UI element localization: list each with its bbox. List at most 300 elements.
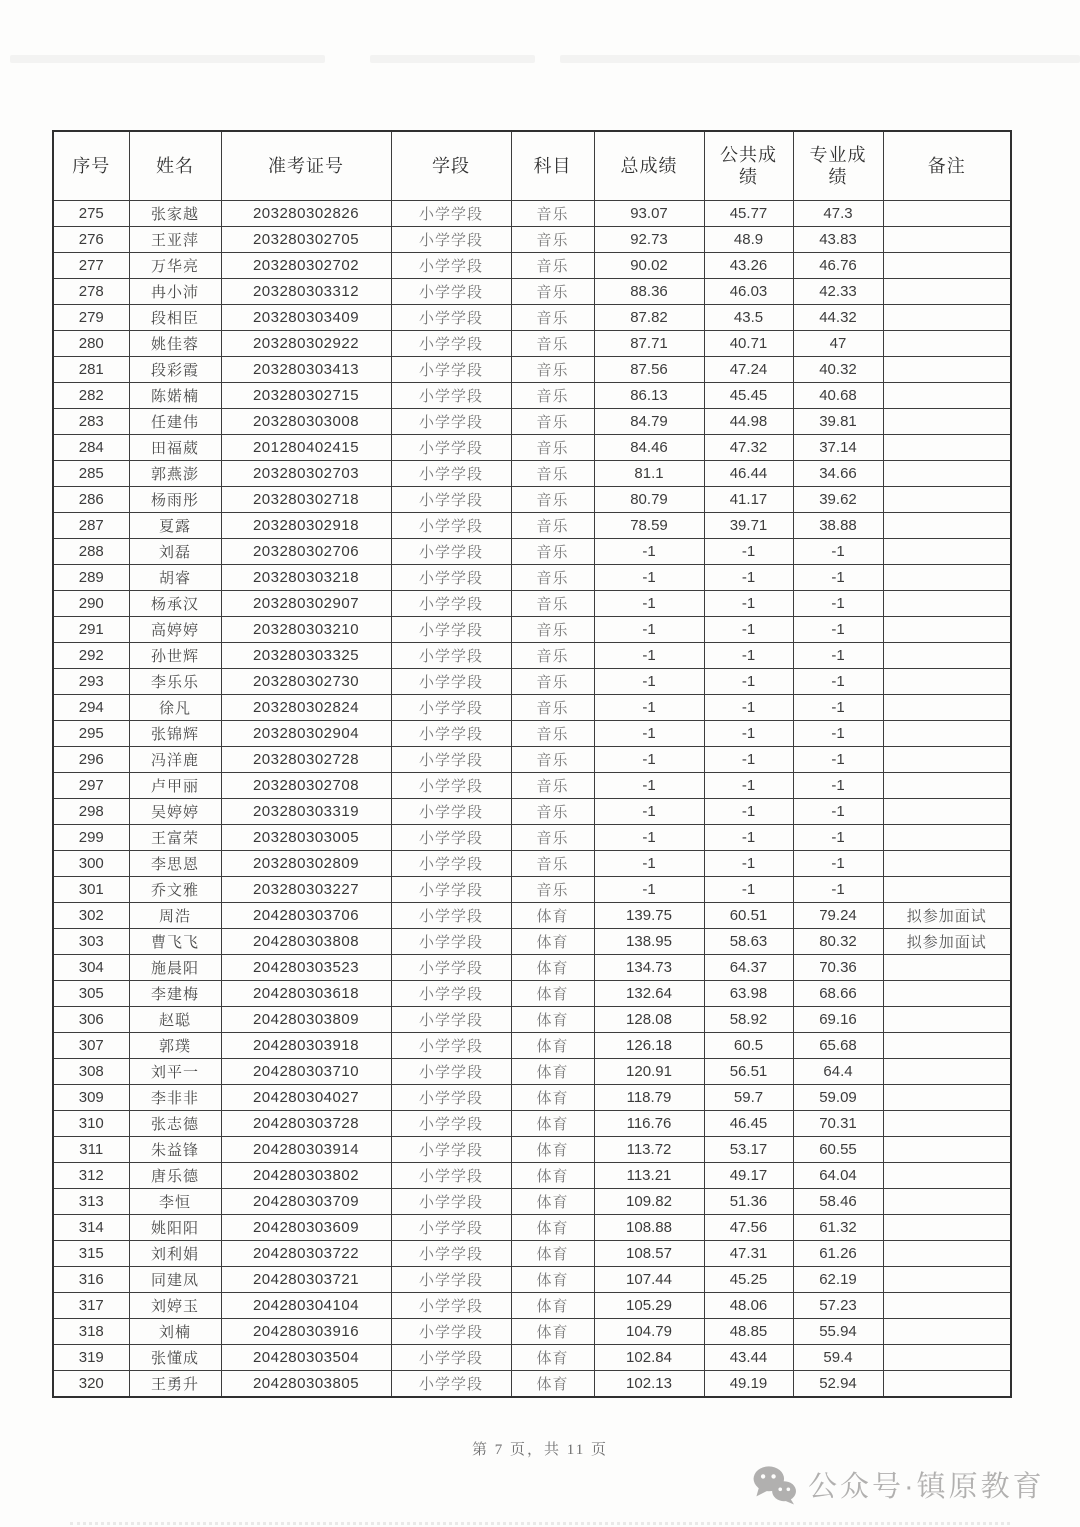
cell-remark — [883, 643, 1011, 669]
table-row — [53, 825, 1011, 851]
cell-public_score: 64.37 — [704, 955, 793, 981]
cell-subject: 体育 — [511, 1371, 594, 1397]
table-row — [53, 1163, 1011, 1189]
cell-remark — [883, 1085, 1011, 1111]
table-row — [53, 487, 1011, 513]
table-row — [53, 695, 1011, 721]
cell-subject: 音乐 — [511, 695, 594, 721]
cell-public_score: -1 — [704, 773, 793, 799]
col-header-public-score: 公共成绩 — [704, 131, 793, 201]
cell-exam_id: 203280302824 — [221, 695, 391, 721]
table-row — [53, 1293, 1011, 1319]
cell-name: 施晨阳 — [129, 955, 221, 981]
cell-subject: 音乐 — [511, 409, 594, 435]
cell-name: 刘婷玉 — [129, 1293, 221, 1319]
cell-total_score: 108.57 — [594, 1241, 704, 1267]
cell-serial: 277 — [53, 253, 129, 279]
cell-major_score: -1 — [793, 773, 883, 799]
cell-exam_id: 204280303706 — [221, 903, 391, 929]
cell-public_score: 40.71 — [704, 331, 793, 357]
cell-exam_id: 203280302918 — [221, 513, 391, 539]
col-header-exam-id: 准考证号 — [221, 131, 391, 201]
cell-total_score: 132.64 — [594, 981, 704, 1007]
watermark-label: 公众号·镇原教育 — [808, 1471, 1045, 1503]
cell-public_score: 46.44 — [704, 461, 793, 487]
cell-total_score: 78.59 — [594, 513, 704, 539]
cell-remark — [883, 1319, 1011, 1345]
cell-public_score: 46.45 — [704, 1111, 793, 1137]
cell-serial: 276 — [53, 227, 129, 253]
cell-name: 徐凡 — [129, 695, 221, 721]
cell-total_score: 107.44 — [594, 1267, 704, 1293]
cell-major_score: 64.4 — [793, 1059, 883, 1085]
cell-name: 王勇升 — [129, 1371, 221, 1397]
table-row — [53, 435, 1011, 461]
cell-total_score: -1 — [594, 799, 704, 825]
cell-major_score: 70.36 — [793, 955, 883, 981]
cell-total_score: -1 — [594, 695, 704, 721]
cell-subject: 音乐 — [511, 773, 594, 799]
cell-exam_id: 204280303710 — [221, 1059, 391, 1085]
scan-bleed-artifact — [370, 55, 535, 63]
cell-major_score: 58.46 — [793, 1189, 883, 1215]
scan-bleed-artifact — [1058, 55, 1080, 63]
cell-name: 刘平一 — [129, 1059, 221, 1085]
cell-stage: 小学学段 — [391, 721, 511, 747]
cell-name: 乔文雅 — [129, 877, 221, 903]
cell-subject: 体育 — [511, 955, 594, 981]
cell-name: 卢甲丽 — [129, 773, 221, 799]
cell-public_score: 43.44 — [704, 1345, 793, 1371]
cell-stage: 小学学段 — [391, 1189, 511, 1215]
cell-serial: 304 — [53, 955, 129, 981]
cell-exam_id: 204280303722 — [221, 1241, 391, 1267]
cell-stage: 小学学段 — [391, 227, 511, 253]
table-row — [53, 1189, 1011, 1215]
cell-major_score: 59.09 — [793, 1085, 883, 1111]
cell-major_score: -1 — [793, 669, 883, 695]
cell-stage: 小学学段 — [391, 1371, 511, 1397]
cell-name: 曹飞飞 — [129, 929, 221, 955]
cell-exam_id: 203280302728 — [221, 747, 391, 773]
cell-total_score: 81.1 — [594, 461, 704, 487]
cell-stage: 小学学段 — [391, 331, 511, 357]
cell-serial: 299 — [53, 825, 129, 851]
cell-subject: 音乐 — [511, 617, 594, 643]
cell-remark — [883, 253, 1011, 279]
table-row — [53, 1059, 1011, 1085]
cell-total_score: 108.88 — [594, 1215, 704, 1241]
cell-major_score: -1 — [793, 799, 883, 825]
cell-public_score: -1 — [704, 539, 793, 565]
cell-public_score: 58.92 — [704, 1007, 793, 1033]
table-row — [53, 227, 1011, 253]
cell-remark — [883, 487, 1011, 513]
table-row — [53, 253, 1011, 279]
cell-name: 田福葳 — [129, 435, 221, 461]
cell-total_score: 138.95 — [594, 929, 704, 955]
cell-exam_id: 203280302922 — [221, 331, 391, 357]
cell-stage: 小学学段 — [391, 903, 511, 929]
cell-serial: 302 — [53, 903, 129, 929]
cell-serial: 280 — [53, 331, 129, 357]
cell-public_score: 48.06 — [704, 1293, 793, 1319]
table-row — [53, 955, 1011, 981]
cell-remark — [883, 877, 1011, 903]
cell-serial: 285 — [53, 461, 129, 487]
cell-total_score: 92.73 — [594, 227, 704, 253]
table-row — [53, 1319, 1011, 1345]
cell-exam_id: 203280303218 — [221, 565, 391, 591]
cell-major_score: 57.23 — [793, 1293, 883, 1319]
cell-subject: 体育 — [511, 1189, 594, 1215]
cell-total_score: 86.13 — [594, 383, 704, 409]
cell-total_score: -1 — [594, 565, 704, 591]
cell-subject: 体育 — [511, 1111, 594, 1137]
cell-major_score: 47 — [793, 331, 883, 357]
cell-remark — [883, 539, 1011, 565]
cell-stage: 小学学段 — [391, 1059, 511, 1085]
cell-remark — [883, 565, 1011, 591]
cell-serial: 311 — [53, 1137, 129, 1163]
table-row — [53, 929, 1011, 955]
cell-subject: 音乐 — [511, 513, 594, 539]
cell-exam_id: 204280303709 — [221, 1189, 391, 1215]
cell-major_score: 44.32 — [793, 305, 883, 331]
cell-exam_id: 203280302703 — [221, 461, 391, 487]
cell-remark — [883, 1137, 1011, 1163]
cell-remark — [883, 1111, 1011, 1137]
cell-stage: 小学学段 — [391, 747, 511, 773]
table-row — [53, 201, 1011, 227]
cell-public_score: -1 — [704, 851, 793, 877]
table-row — [53, 1085, 1011, 1111]
cell-public_score: 45.77 — [704, 201, 793, 227]
cell-major_score: -1 — [793, 643, 883, 669]
cell-public_score: -1 — [704, 565, 793, 591]
cell-remark — [883, 1293, 1011, 1319]
cell-public_score: -1 — [704, 825, 793, 851]
cell-exam_id: 203280302702 — [221, 253, 391, 279]
cell-name: 段相臣 — [129, 305, 221, 331]
cell-serial: 309 — [53, 1085, 129, 1111]
cell-total_score: 105.29 — [594, 1293, 704, 1319]
table-row — [53, 721, 1011, 747]
cell-public_score: 60.5 — [704, 1033, 793, 1059]
cell-serial: 284 — [53, 435, 129, 461]
cell-stage: 小学学段 — [391, 851, 511, 877]
cell-serial: 308 — [53, 1059, 129, 1085]
cell-public_score: 41.17 — [704, 487, 793, 513]
cell-major_score: -1 — [793, 591, 883, 617]
cell-name: 夏露 — [129, 513, 221, 539]
cell-exam_id: 204280303808 — [221, 929, 391, 955]
cell-serial: 310 — [53, 1111, 129, 1137]
cell-total_score: 116.76 — [594, 1111, 704, 1137]
cell-exam_id: 203280302809 — [221, 851, 391, 877]
cell-total_score: 134.73 — [594, 955, 704, 981]
cell-stage: 小学学段 — [391, 461, 511, 487]
cell-major_score: 61.32 — [793, 1215, 883, 1241]
table-header — [53, 131, 1011, 201]
cell-name: 李恒 — [129, 1189, 221, 1215]
cell-remark — [883, 1189, 1011, 1215]
cell-total_score: 88.36 — [594, 279, 704, 305]
cell-name: 李乐乐 — [129, 669, 221, 695]
table-row — [53, 591, 1011, 617]
table-row — [53, 513, 1011, 539]
cell-exam_id: 204280304104 — [221, 1293, 391, 1319]
cell-serial: 297 — [53, 773, 129, 799]
cell-stage: 小学学段 — [391, 409, 511, 435]
cell-subject: 体育 — [511, 1007, 594, 1033]
cell-remark — [883, 825, 1011, 851]
table-row — [53, 1345, 1011, 1371]
cell-total_score: 109.82 — [594, 1189, 704, 1215]
col-header-major-score: 专业成绩 — [793, 131, 883, 201]
cell-major_score: 42.33 — [793, 279, 883, 305]
cell-total_score: 113.72 — [594, 1137, 704, 1163]
results-table — [52, 130, 1012, 1398]
page-indicator: 第 7 页，共 11 页 — [472, 1442, 608, 1458]
cell-major_score: -1 — [793, 721, 883, 747]
cell-major_score: 43.83 — [793, 227, 883, 253]
table-row — [53, 461, 1011, 487]
cell-public_score: 48.9 — [704, 227, 793, 253]
table-row — [53, 981, 1011, 1007]
cell-name: 任建伟 — [129, 409, 221, 435]
cell-subject: 音乐 — [511, 331, 594, 357]
cell-serial: 298 — [53, 799, 129, 825]
cell-stage: 小学学段 — [391, 487, 511, 513]
table-row — [53, 1267, 1011, 1293]
cell-name: 刘利娟 — [129, 1241, 221, 1267]
col-header-subject: 科目 — [511, 131, 594, 201]
cell-subject: 音乐 — [511, 799, 594, 825]
cell-remark — [883, 669, 1011, 695]
table-row — [53, 1007, 1011, 1033]
table-row — [53, 331, 1011, 357]
cell-major_score: 37.14 — [793, 435, 883, 461]
cell-name: 王富荣 — [129, 825, 221, 851]
cell-total_score: -1 — [594, 747, 704, 773]
cell-exam_id: 203280302904 — [221, 721, 391, 747]
cell-name: 吴婷婷 — [129, 799, 221, 825]
table-row — [53, 799, 1011, 825]
cell-serial: 289 — [53, 565, 129, 591]
cell-name: 刘楠 — [129, 1319, 221, 1345]
cell-exam_id: 203280303005 — [221, 825, 391, 851]
cell-subject: 音乐 — [511, 669, 594, 695]
cell-total_score: 104.79 — [594, 1319, 704, 1345]
cell-subject: 体育 — [511, 1033, 594, 1059]
cell-exam_id: 203280302718 — [221, 487, 391, 513]
cell-total_score: 139.75 — [594, 903, 704, 929]
cell-subject: 体育 — [511, 1163, 594, 1189]
cell-public_score: 44.98 — [704, 409, 793, 435]
cell-public_score: 59.7 — [704, 1085, 793, 1111]
cell-total_score: -1 — [594, 825, 704, 851]
cell-serial: 305 — [53, 981, 129, 1007]
wechat-icon — [752, 1465, 798, 1505]
cell-name: 李思恩 — [129, 851, 221, 877]
cell-serial: 312 — [53, 1163, 129, 1189]
cell-subject: 音乐 — [511, 201, 594, 227]
cell-stage: 小学学段 — [391, 435, 511, 461]
cell-name: 陈婼楠 — [129, 383, 221, 409]
cell-name: 杨承汉 — [129, 591, 221, 617]
cell-remark — [883, 617, 1011, 643]
cell-remark — [883, 461, 1011, 487]
cell-stage: 小学学段 — [391, 669, 511, 695]
cell-stage: 小学学段 — [391, 773, 511, 799]
table-row — [53, 565, 1011, 591]
cell-remark — [883, 695, 1011, 721]
cell-name: 张志德 — [129, 1111, 221, 1137]
cell-serial: 320 — [53, 1371, 129, 1397]
cell-subject: 音乐 — [511, 383, 594, 409]
cell-serial: 294 — [53, 695, 129, 721]
cell-public_score: 58.63 — [704, 929, 793, 955]
col-header-total-score: 总成绩 — [594, 131, 704, 201]
cell-name: 唐乐德 — [129, 1163, 221, 1189]
cell-major_score: 40.68 — [793, 383, 883, 409]
col-header-name: 姓名 — [129, 131, 221, 201]
cell-public_score: 49.19 — [704, 1371, 793, 1397]
cell-total_score: 102.84 — [594, 1345, 704, 1371]
cell-total_score: 84.79 — [594, 409, 704, 435]
cell-name: 冯洋鹿 — [129, 747, 221, 773]
table-row — [53, 383, 1011, 409]
cell-exam_id: 203280302730 — [221, 669, 391, 695]
cell-exam_id: 204280304027 — [221, 1085, 391, 1111]
cell-stage: 小学学段 — [391, 305, 511, 331]
cell-stage: 小学学段 — [391, 383, 511, 409]
cell-serial: 313 — [53, 1189, 129, 1215]
cell-public_score: 49.17 — [704, 1163, 793, 1189]
cell-subject: 音乐 — [511, 721, 594, 747]
cell-serial: 279 — [53, 305, 129, 331]
cell-public_score: 43.26 — [704, 253, 793, 279]
cell-remark — [883, 383, 1011, 409]
cell-public_score: 47.31 — [704, 1241, 793, 1267]
cell-subject: 音乐 — [511, 539, 594, 565]
cell-serial: 300 — [53, 851, 129, 877]
cell-remark — [883, 773, 1011, 799]
cell-stage: 小学学段 — [391, 1111, 511, 1137]
scan-bleed-artifact — [10, 55, 325, 63]
cell-stage: 小学学段 — [391, 1293, 511, 1319]
cell-exam_id: 203280303413 — [221, 357, 391, 383]
cell-remark — [883, 1345, 1011, 1371]
table-row — [53, 669, 1011, 695]
cell-stage: 小学学段 — [391, 1345, 511, 1371]
cell-remark — [883, 1241, 1011, 1267]
cell-major_score: -1 — [793, 825, 883, 851]
cell-name: 张懂成 — [129, 1345, 221, 1371]
cell-remark — [883, 851, 1011, 877]
cell-name: 段彩霞 — [129, 357, 221, 383]
cell-public_score: -1 — [704, 877, 793, 903]
cell-exam_id: 203280303008 — [221, 409, 391, 435]
cell-total_score: 80.79 — [594, 487, 704, 513]
cell-major_score: 40.32 — [793, 357, 883, 383]
cell-exam_id: 204280303918 — [221, 1033, 391, 1059]
cell-subject: 音乐 — [511, 643, 594, 669]
cell-serial: 293 — [53, 669, 129, 695]
cell-major_score: 79.24 — [793, 903, 883, 929]
cell-major_score: 70.31 — [793, 1111, 883, 1137]
cell-subject: 体育 — [511, 1137, 594, 1163]
cell-total_score: 87.56 — [594, 357, 704, 383]
cell-public_score: 45.45 — [704, 383, 793, 409]
cell-major_score: -1 — [793, 617, 883, 643]
cell-remark: 拟参加面试 — [883, 929, 1011, 955]
cell-public_score: 63.98 — [704, 981, 793, 1007]
cell-subject: 音乐 — [511, 487, 594, 513]
cell-exam_id: 203280303325 — [221, 643, 391, 669]
cell-subject: 音乐 — [511, 825, 594, 851]
cell-name: 郭璞 — [129, 1033, 221, 1059]
cell-total_score: -1 — [594, 721, 704, 747]
cell-remark — [883, 1215, 1011, 1241]
cell-exam_id: 204280303802 — [221, 1163, 391, 1189]
cell-total_score: 93.07 — [594, 201, 704, 227]
cell-serial: 288 — [53, 539, 129, 565]
cell-exam_id: 203280302715 — [221, 383, 391, 409]
cell-subject: 音乐 — [511, 435, 594, 461]
cell-stage: 小学学段 — [391, 1163, 511, 1189]
table-row — [53, 357, 1011, 383]
table-header-row — [53, 131, 1011, 201]
cell-remark — [883, 279, 1011, 305]
table-row — [53, 903, 1011, 929]
cell-exam_id: 204280303809 — [221, 1007, 391, 1033]
cell-remark — [883, 357, 1011, 383]
results-table-body — [53, 201, 1011, 1397]
cell-remark — [883, 513, 1011, 539]
cell-stage: 小学学段 — [391, 1085, 511, 1111]
cell-public_score: -1 — [704, 799, 793, 825]
cell-stage: 小学学段 — [391, 253, 511, 279]
cell-subject: 体育 — [511, 981, 594, 1007]
cell-total_score: -1 — [594, 877, 704, 903]
cell-major_score: 39.81 — [793, 409, 883, 435]
cell-major_score: 55.94 — [793, 1319, 883, 1345]
cell-major_score: 38.88 — [793, 513, 883, 539]
cell-subject: 音乐 — [511, 253, 594, 279]
cell-public_score: -1 — [704, 643, 793, 669]
cell-stage: 小学学段 — [391, 539, 511, 565]
cell-name: 姚佳蓉 — [129, 331, 221, 357]
cell-public_score: -1 — [704, 695, 793, 721]
cell-public_score: -1 — [704, 617, 793, 643]
table-row — [53, 409, 1011, 435]
cell-name: 李非非 — [129, 1085, 221, 1111]
table-row — [53, 617, 1011, 643]
cell-serial: 306 — [53, 1007, 129, 1033]
cell-name: 姚阳阳 — [129, 1215, 221, 1241]
cell-serial: 291 — [53, 617, 129, 643]
cell-serial: 281 — [53, 357, 129, 383]
cell-stage: 小学学段 — [391, 825, 511, 851]
cell-subject: 体育 — [511, 1085, 594, 1111]
cell-serial: 319 — [53, 1345, 129, 1371]
cell-name: 冉小沛 — [129, 279, 221, 305]
cell-stage: 小学学段 — [391, 1319, 511, 1345]
cell-major_score: 34.66 — [793, 461, 883, 487]
table-row — [53, 643, 1011, 669]
